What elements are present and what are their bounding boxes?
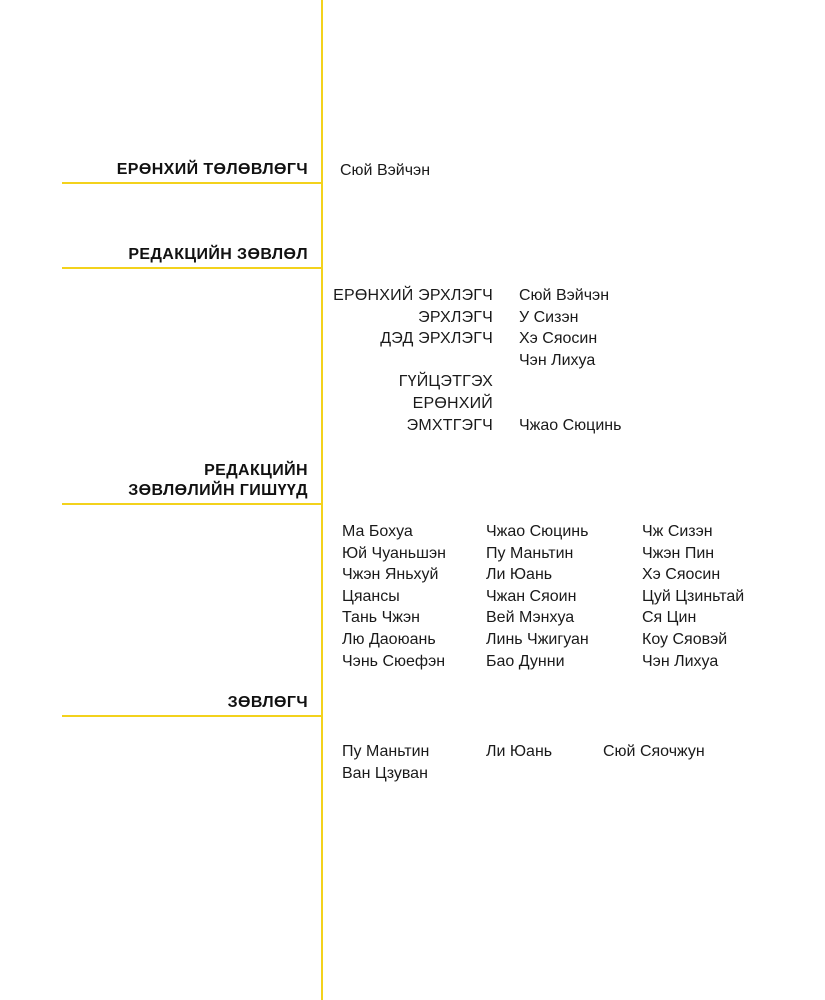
member-name: Ся Цин bbox=[642, 609, 697, 627]
advisor-name: Сюй Сяочжун bbox=[603, 743, 705, 760]
member-name: Чэнь Сюефэн bbox=[342, 652, 446, 670]
vertical-divider-line bbox=[321, 0, 323, 1000]
member-name: Цяансы bbox=[342, 587, 400, 605]
heading-underline bbox=[62, 182, 321, 184]
member-name: Тань Чжэн bbox=[342, 609, 420, 627]
member-name: Чжао Сюцинь bbox=[486, 523, 589, 540]
role-name: Чэн Лихуа bbox=[519, 351, 596, 369]
role-name: Сюй Вэйчэн bbox=[519, 287, 610, 304]
role-name: Чжао Сюцинь bbox=[519, 416, 622, 434]
role-label: ЕРӨНХИЙ ЭРХЛЭГЧ bbox=[333, 287, 493, 304]
member-name: Хэ Сяосин bbox=[642, 566, 721, 584]
member-name: Чжэн Пин bbox=[642, 544, 715, 562]
member-name: Юй Чуаньшэн bbox=[342, 544, 446, 562]
heading-board-members-line2: ЗӨВЛӨЛИЙН ГИШҮҮД bbox=[128, 482, 308, 499]
heading-general-planner: ЕРӨНХИЙ ТӨЛӨВЛӨГЧ bbox=[116, 161, 308, 178]
member-name: Линь Чжигуан bbox=[486, 631, 589, 648]
heading-board-members-line1: РЕДАКЦИЙН bbox=[204, 462, 308, 479]
role-label: ЭРХЛЭГЧ bbox=[418, 308, 493, 326]
role-label: ГҮЙЦЭТГЭХ bbox=[398, 373, 493, 391]
role-label: ЕРӨНХИЙ bbox=[412, 395, 493, 412]
role-name: Хэ Сяосин bbox=[519, 330, 598, 348]
member-name: Цуй Цзиньтай bbox=[642, 587, 745, 605]
heading-editorial-board: РЕДАКЦИЙН ЗӨВЛӨЛ bbox=[128, 246, 308, 263]
heading-underline bbox=[62, 503, 321, 505]
member-name: Бао Дунни bbox=[486, 652, 565, 670]
member-name: Вей Мэнхуа bbox=[486, 609, 575, 627]
role-name: У Сизэн bbox=[519, 308, 579, 326]
heading-underline bbox=[62, 267, 321, 269]
heading-underline bbox=[62, 715, 321, 717]
advisor-name: Пу Маньтин bbox=[342, 743, 430, 760]
member-name: Чжан Сяоин bbox=[486, 587, 577, 605]
member-name: Ма Бохуа bbox=[342, 523, 413, 540]
role-label: ЭМХТГЭГЧ bbox=[406, 416, 493, 434]
advisor-name: Ли Юань bbox=[486, 743, 553, 760]
member-name: Пу Маньтин bbox=[486, 544, 574, 562]
role-label: ДЭД ЭРХЛЭГЧ bbox=[380, 330, 493, 348]
member-name: Ли Юань bbox=[486, 566, 553, 584]
member-name: Лю Даоюань bbox=[342, 631, 436, 648]
member-name: Коу Сяовэй bbox=[642, 631, 728, 648]
member-name: Чэн Лихуа bbox=[642, 652, 719, 670]
member-name: Чж Сизэн bbox=[642, 523, 713, 540]
heading-advisors: ЗӨВЛӨГЧ bbox=[227, 694, 308, 711]
general-planner-name: Сюй Вэйчэн bbox=[340, 162, 431, 179]
advisor-name: Ван Цзуван bbox=[342, 764, 428, 782]
member-name: Чжэн Яньхуй bbox=[342, 566, 439, 584]
